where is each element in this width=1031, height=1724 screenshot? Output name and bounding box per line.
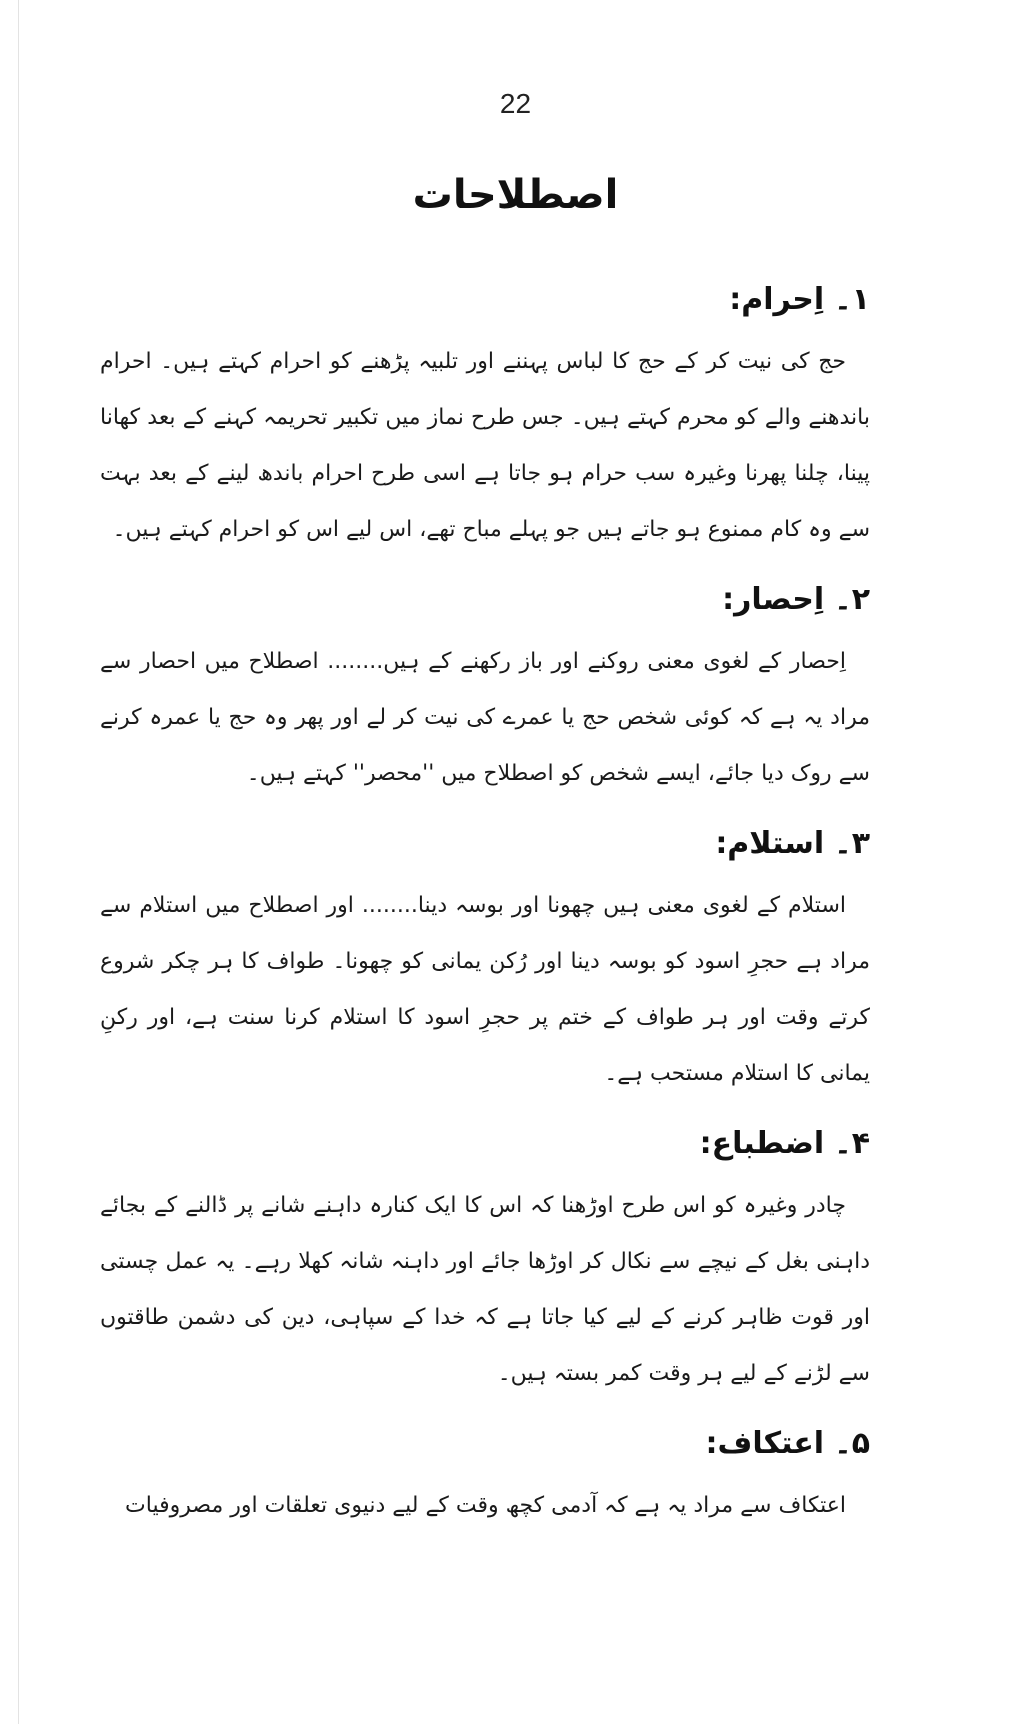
term-title: اعتکاف: — [705, 1426, 825, 1461]
term-section-istilam — [100, 814, 870, 1102]
term-title: اِحصار: — [722, 582, 825, 617]
term-number: ۱۔ — [834, 282, 870, 317]
term-heading — [100, 1114, 870, 1174]
term-number: ۳۔ — [834, 826, 870, 861]
term-title: استلام: — [715, 826, 825, 861]
term-title: اضطباع: — [699, 1126, 825, 1161]
term-number: ۲۔ — [834, 582, 870, 617]
term-section-ihsar — [100, 570, 870, 802]
page-title: اصطلاحات — [412, 172, 619, 218]
term-definition: استلام کے لغوی معنی ہیں چھونا اور بوسہ دینا........ اور اصطلاح میں استلام سے مراد ہے حجرِ اسود کو بوسہ دینا اور رُکن یمانی کو چھونا۔ طواف کا ہر چکر شروع کرتے وقت اور ہر طواف کے ختم پر حجرِ اسود کا استلام کرنا سنت ہے، اور رکنِ یمانی کا استلام مستحب ہے۔ — [100, 893, 870, 1086]
term-definition: اعتکاف سے مراد یہ ہے کہ آدمی کچھ وقت کے لیے دنیوی تعلقات اور مصروفیات — [125, 1493, 846, 1518]
term-section-ihram — [100, 270, 870, 558]
page-edge-line — [18, 0, 19, 1724]
term-title: اِحرام: — [729, 282, 825, 317]
term-number: ۵۔ — [834, 1426, 870, 1461]
term-heading — [100, 814, 870, 874]
terms-content — [100, 270, 870, 1546]
term-heading — [100, 270, 870, 330]
term-heading — [100, 1414, 870, 1474]
term-heading — [100, 570, 870, 630]
term-section-iztiba — [100, 1114, 870, 1402]
page-number: 22 — [499, 88, 532, 119]
term-section-itikaf — [100, 1414, 870, 1534]
term-definition: اِحصار کے لغوی معنی روکنے اور باز رکھنے کے ہیں........ اصطلاح میں احصار سے مراد یہ ہے کہ کوئی شخص حج یا عمرے کی نیت کر لے اور پھر وہ حج یا عمرہ کرنے سے روک دیا جائے، ایسے شخص کو اصطلاح میں ''محصر'' کہتے ہیں۔ — [100, 649, 870, 786]
term-number: ۴۔ — [834, 1126, 870, 1161]
term-definition: چادر وغیرہ کو اس طرح اوڑھنا کہ اس کا ایک کنارہ داہنے شانے پر ڈالنے کے بجائے داہنی بغل کے نیچے سے نکال کر اوڑھا جائے اور داہنہ شانہ کھلا رہے۔ یہ عمل چستی اور قوت ظاہر کرنے کے لیے کیا جاتا ہے کہ خدا کے سپاہی، دین کی دشمن طاقتوں سے لڑنے کے لیے ہر وقت کمر بستہ ہیں۔ — [100, 1193, 870, 1386]
term-definition: حج کی نیت کر کے حج کا لباس پہننے اور تلبیہ پڑھنے کو احرام کہتے ہیں۔ احرام باندھنے والے کو محرم کہتے ہیں۔ جس طرح نماز میں تکبیر تحریمہ کہنے کے بعد کھانا پینا، چلنا پھرنا وغیرہ سب حرام ہو جاتا ہے اسی طرح احرام باندھ لینے کے بعد بہت سے وہ کام ممنوع ہو جاتے ہیں جو پہلے مباح تھے، اس لیے اس کو احرام کہتے ہیں۔ — [100, 349, 870, 542]
